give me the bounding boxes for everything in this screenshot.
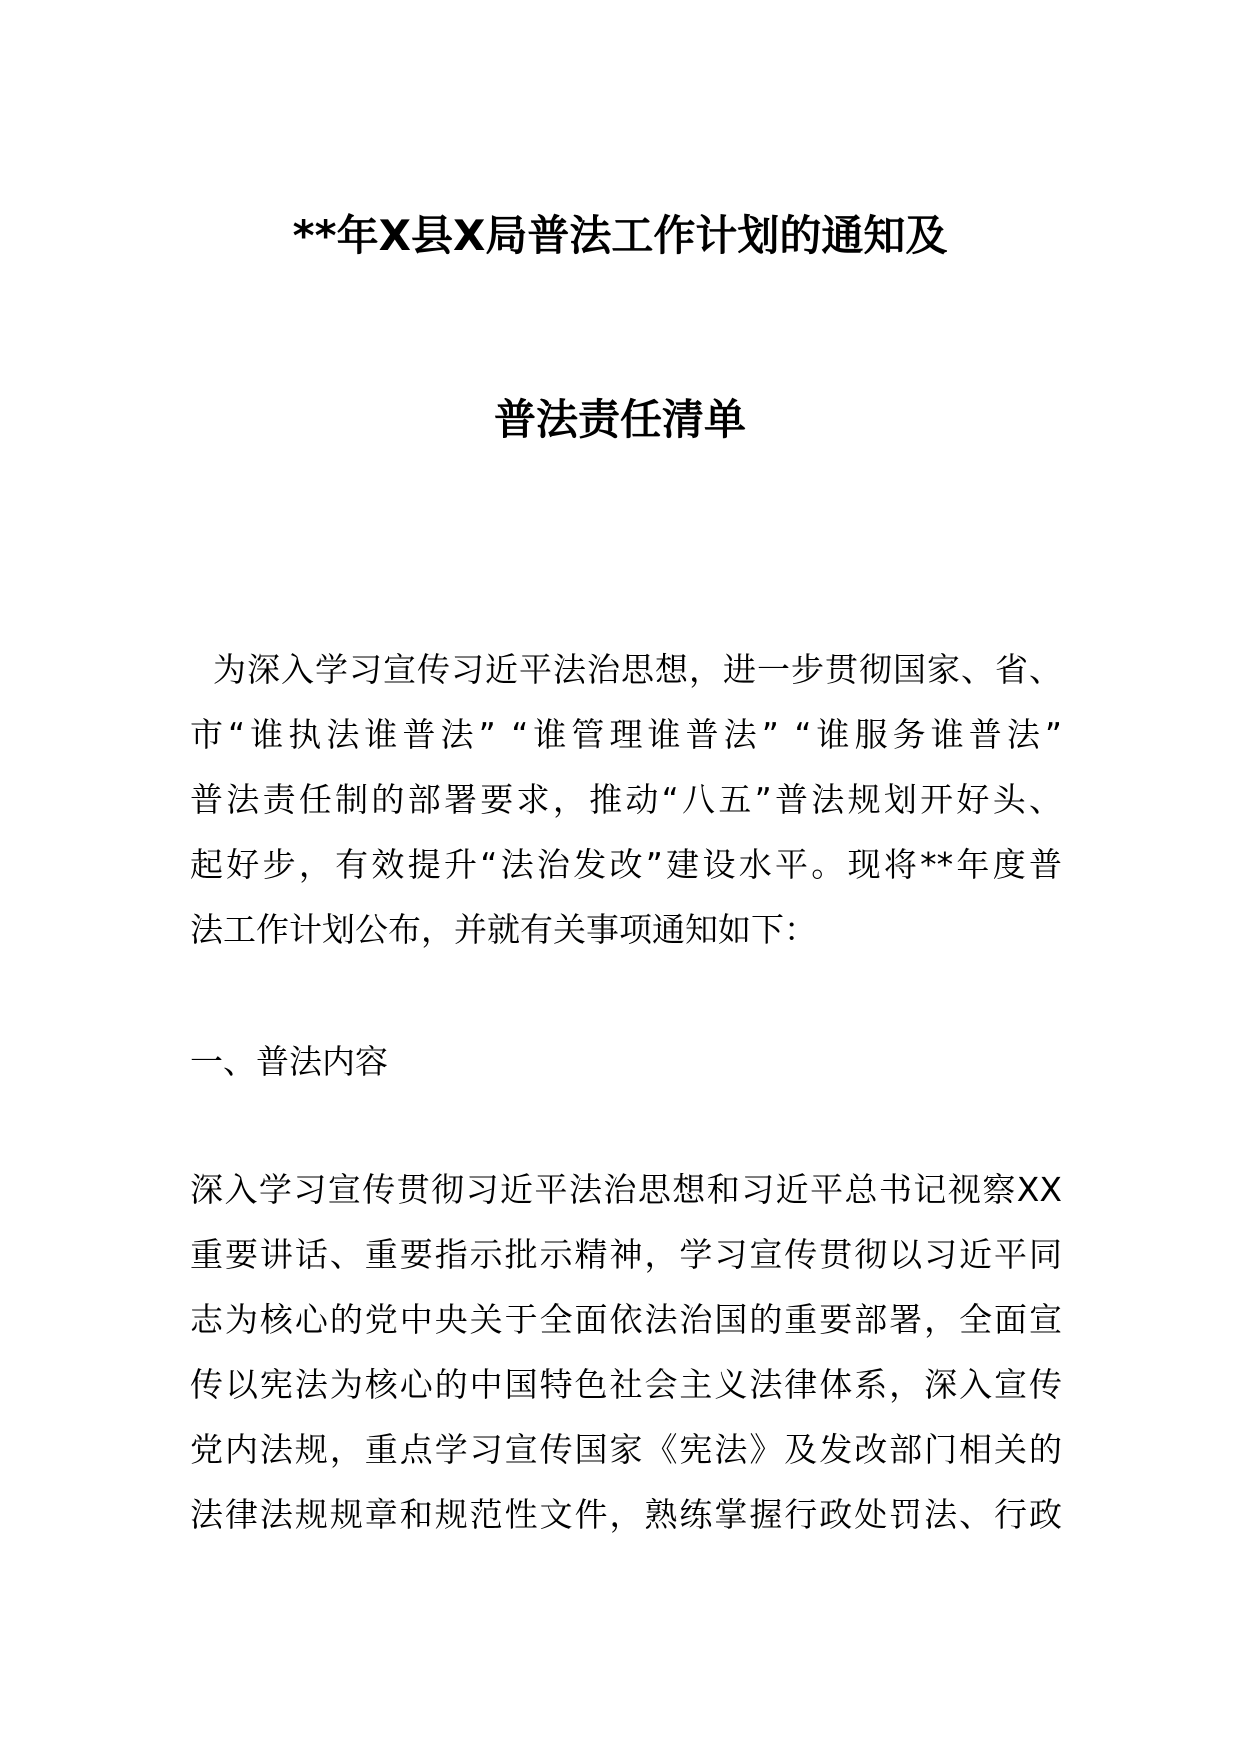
body-line: 法律法规规章和规范性文件，熟练掌握行政处罚法、行政 <box>190 1495 1062 1534</box>
body-line: 志为核心的党中央关于全面依法治国的重要部署，全面宣 <box>190 1300 1062 1339</box>
intro-line: 市“谁执法谁普法” “谁管理谁普法” “谁服务谁普法” <box>190 715 1062 754</box>
body-line: 传以宪法为核心的中国特色社会主义法律体系，深入宣传 <box>190 1365 1062 1404</box>
intro-line: 法工作计划公布，并就有关事项通知如下： <box>190 910 817 949</box>
body-line: 重要讲话、重要指示批示精神，学习宣传贯彻以习近平同 <box>190 1235 1062 1274</box>
body-line: 深入学习宣传贯彻习近平法治思想和习近平总书记视察XX <box>190 1170 1062 1209</box>
intro-line: 为深入学习宣传习近平法治思想，进一步贯彻国家、省、 <box>190 650 1062 689</box>
intro-line: 起好步，有效提升“法治发改”建设水平。现将**年度普 <box>190 845 1062 884</box>
document-title-line-1: **年X县X局普法工作计划的通知及 <box>292 211 948 260</box>
document-title-line-2: 普法责任清单 <box>493 395 746 444</box>
intro-line: 普法责任制的部署要求，推动“八五”普法规划开好头、 <box>190 780 1062 819</box>
body-line: 党内法规，重点学习宣传国家《宪法》及发改部门相关的 <box>190 1430 1062 1469</box>
section-heading: 一、普法内容 <box>190 1042 388 1081</box>
